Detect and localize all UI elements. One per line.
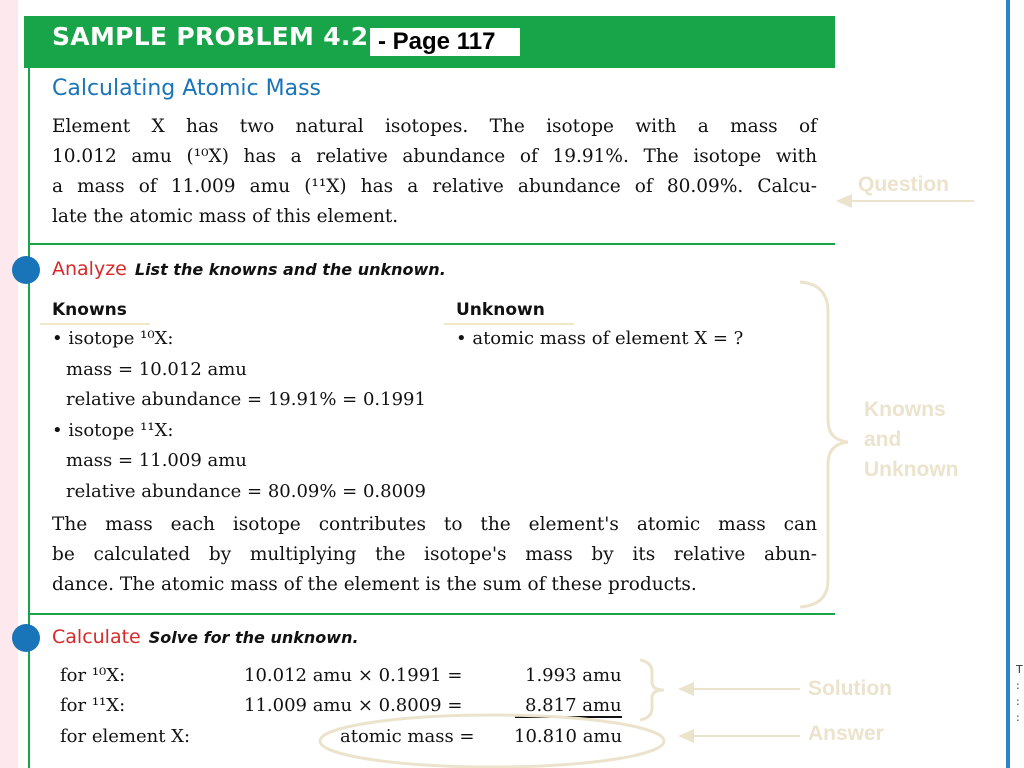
calculate-instruction: Solve for the unknown.	[148, 628, 359, 647]
question-annotation: Question	[858, 173, 950, 196]
calc-row-3-result: 10.810 amu	[514, 726, 623, 747]
knowns-brace	[800, 282, 848, 607]
sample-problem-title: SAMPLE PROBLEM 4.2	[52, 22, 369, 51]
calc-row-3-expr: atomic mass =	[340, 726, 475, 747]
analyze-instruction: List the knowns and the unknown.	[134, 260, 446, 279]
problem-line: Element X has two natural isotopes. The isotope with a mass of	[52, 116, 817, 137]
calc-row-2-result: 8.817 amu	[515, 695, 622, 718]
knowns-annotation-line: Unknown	[864, 458, 959, 481]
explanation-line: dance. The atomic mass of the element is the sum of these products.	[52, 574, 697, 595]
known-mass-11: mass = 11.009 amu	[66, 450, 247, 471]
right-edge-marks: T : : :	[1016, 663, 1023, 724]
problem-line: 10.012 amu (¹⁰X) has a relative abundance of 19.91%. The isotope with	[52, 146, 817, 167]
problem-subtitle: Calculating Atomic Mass	[52, 76, 321, 101]
page-reference: - Page 117	[378, 28, 496, 55]
known-isotope-11: • isotope ¹¹X:	[52, 420, 174, 441]
unknown-value: • atomic mass of element X = ?	[456, 328, 744, 349]
calc-row-3-label: for element X:	[60, 726, 191, 747]
explanation-line: be calculated by multiplying the isotope's mass by its relative abun-	[52, 544, 817, 565]
calc-row-1-expr: 10.012 amu × 0.1991 =	[244, 665, 463, 686]
unknown-heading: Unknown	[456, 300, 545, 320]
knowns-annotation-line: and	[864, 428, 902, 451]
calc-row-2-label: for ¹¹X:	[60, 695, 126, 716]
problem-line: late the atomic mass of this element.	[52, 206, 399, 227]
calc-row-2-expr: 11.009 amu × 0.8009 =	[244, 695, 463, 716]
known-abundance-10: relative abundance = 19.91% = 0.1991	[66, 389, 426, 410]
calculate-label: Calculate	[52, 626, 141, 648]
calc-row-1-result: 1.993 amu	[525, 665, 622, 686]
solution-annotation: Solution	[808, 677, 892, 700]
calc-row-1-label: for ¹⁰X:	[60, 665, 126, 686]
knowns-annotation	[864, 395, 959, 485]
problem-line: a mass of 11.009 amu (¹¹X) has a relative abundance of 80.09%. Calcu-	[52, 176, 817, 197]
solution-brace	[640, 660, 664, 720]
known-mass-10: mass = 10.012 amu	[66, 359, 247, 380]
answer-arrow	[678, 729, 800, 743]
solution-arrow	[678, 682, 800, 696]
known-isotope-10: • isotope ¹⁰X:	[52, 328, 174, 349]
explanation-line: The mass each isotope contributes to the element's atomic mass can	[52, 514, 817, 535]
knowns-annotation-line: Knowns	[864, 398, 946, 421]
knowns-heading: Knowns	[52, 300, 127, 320]
known-abundance-11: relative abundance = 80.09% = 0.8009	[66, 481, 426, 502]
analyze-label: Analyze	[52, 258, 127, 280]
answer-annotation: Answer	[808, 722, 884, 745]
answer-ellipse	[320, 715, 664, 767]
